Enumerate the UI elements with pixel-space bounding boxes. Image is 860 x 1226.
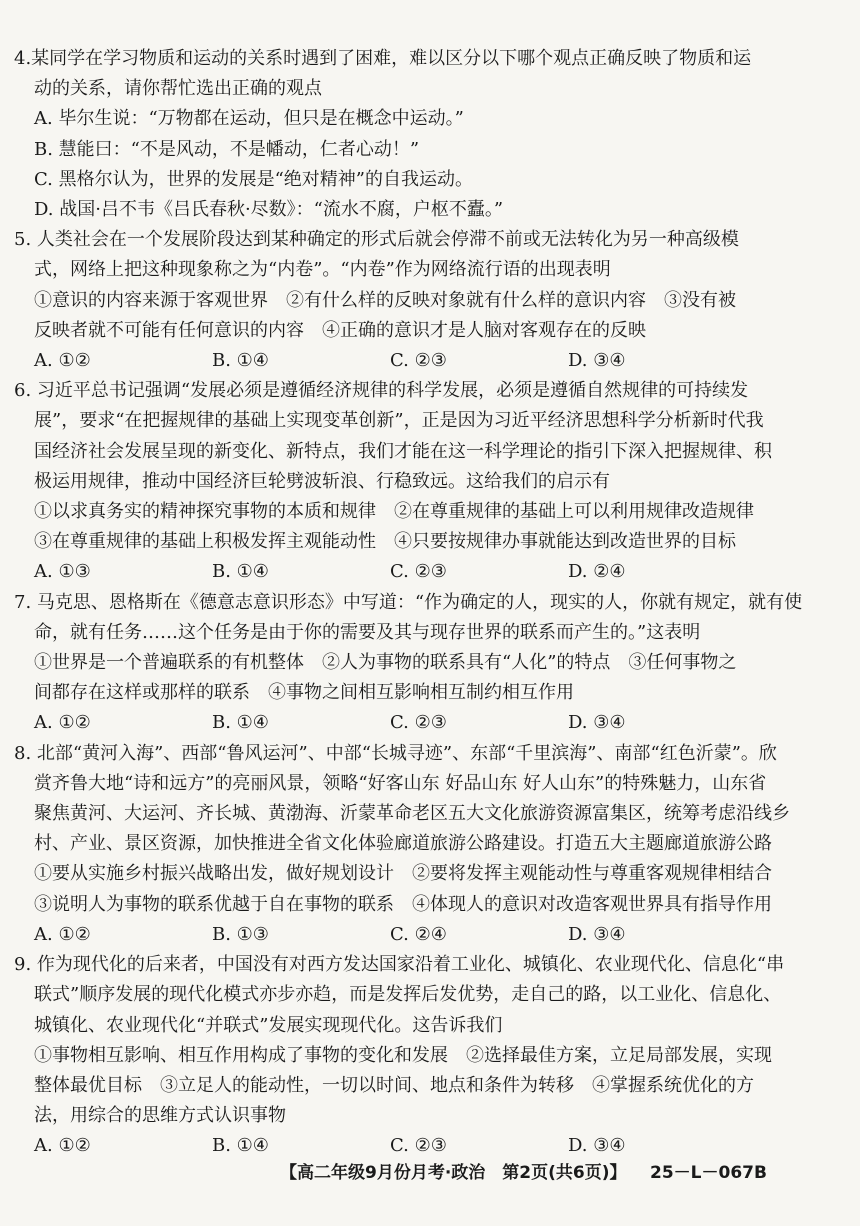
question-stem-line: 展”，要求“在把握规律的基础上实现变革创新”，正是因为习近平经济思想科学分析新时代我	[34, 410, 764, 432]
question-stem-line: 国经济社会发展呈现的新变化、新特点，我们才能在这一科学理论的指引下深入把握规律、积	[34, 440, 772, 462]
choice-d: D. ②④	[568, 561, 626, 583]
question-stem-line: 联式”顺序发展的现代化模式亦步亦趋，而是发挥后发优势，走自己的路，以工业化、信息化、	[34, 984, 782, 1006]
choice-a: A. ①②	[34, 1135, 91, 1157]
choice-b: B. ①④	[212, 350, 269, 372]
choice-a: A. ①②	[34, 923, 91, 945]
question-stem-line: 6. 习近平总书记强调“发展必须是遵循经济规律的科学发展，必须是遵循自然规律的可持续发	[14, 380, 749, 402]
question-stem-line: 聚焦黄河、大运河、齐长城、黄渤海、沂蒙革命老区五大文化旅游资源富集区，统筹考虑沿线乡	[34, 803, 790, 825]
question-stem-line: 极运用规律，推动中国经济巨轮劈波斩浪、行稳致远。这给我们的启示有	[34, 470, 610, 492]
answer-choices	[14, 1131, 774, 1161]
choice-d: D. ③④	[568, 350, 626, 372]
question-5	[14, 225, 774, 376]
question-stem-line: 8. 北部“黄河入海”、西部“鲁风运河”、中部“长城寻迹”、东部“千里滨海”、南部“红色沂蒙”。欣	[14, 742, 777, 764]
choice-d: D. ③④	[568, 712, 626, 734]
answer-choices	[14, 346, 774, 376]
question-stem-line: 4.某同学在学习物质和运动的关系时遇到了困难，难以区分以下哪个观点正确反映了物质和运	[14, 48, 752, 69]
footer-title: 【高二年级9月份月考·政治 第2页(共6页)】	[280, 1163, 627, 1183]
question-stem-line: 村、产业、景区资源，加快推进全省文化体验廊道旅游公路建设。打造五大主题廊道旅游公路	[34, 833, 772, 855]
option-a: A. 毕尔生说：“万物都在运动，但只是在概念中运动。”	[34, 108, 464, 130]
question-stem-line: 5. 人类社会在一个发展阶段达到某种确定的形式后就会停滞不前或无法转化为另一种高级模	[14, 229, 739, 251]
choice-a: A. ①②	[34, 712, 91, 734]
statement-line: ①以求真务实的精神探究事物的本质和规律 ②在尊重规律的基础上可以利用规律改造规律	[34, 501, 754, 523]
choice-b: B. ①③	[212, 923, 269, 945]
statement-line: ①世界是一个普遍联系的有机整体 ②人为事物的联系具有“人化”的特点 ③任何事物之	[34, 652, 737, 674]
choice-c: C. ②③	[390, 350, 447, 372]
statement-line: 间都存在这样或那样的联系 ④事物之间相互影响相互制约相互作用	[34, 682, 574, 704]
choice-b: B. ①④	[212, 561, 269, 583]
answer-choices	[14, 920, 774, 950]
statement-line: ③说明人为事物的联系优越于自在事物的联系 ④体现人的意识对改造客观世界具有指导作用	[34, 893, 772, 915]
statement-line: ①意识的内容来源于客观世界 ②有什么样的反映对象就有什么样的意识内容 ③没有被	[34, 289, 736, 311]
question-stem-line: 命，就有任务……这个任务是由于你的需要及其与现存世界的联系而产生的。”这表明	[34, 621, 701, 643]
question-7	[14, 588, 803, 739]
statement-line: ①要从实施乡村振兴战略出发，做好规划设计 ②要将发挥主观能动性与尊重客观规律相结合	[34, 863, 772, 885]
question-stem-line: 式，网络上把这种现象称之为“内卷”。“内卷”作为网络流行语的出现表明	[34, 259, 611, 281]
statement-line: 法，用综合的思维方式认识事物	[34, 1105, 286, 1127]
option-c: C. 黑格尔认为，世界的发展是“绝对精神”的自我运动。	[34, 168, 473, 190]
option-b: B. 慧能曰：“不是风动，不是幡动，仁者心动！”	[34, 138, 420, 160]
choice-c: C. ②③	[390, 561, 447, 583]
choice-a: A. ①③	[34, 561, 91, 583]
answer-choices	[14, 557, 774, 587]
choice-a: A. ①②	[34, 350, 91, 372]
question-stem-line: 城镇化、农业现代化“并联式”发展实现现代化。这告诉我们	[34, 1014, 503, 1036]
question-8	[14, 739, 790, 950]
question-stem-line: 7. 马克思、恩格斯在《德意志意识形态》中写道：“作为确定的人，现实的人，你就有规定，就有使	[14, 591, 803, 613]
answer-choices	[14, 708, 774, 738]
question-stem-line: 9. 作为现代化的后来者，中国没有对西方发达国家沿着工业化、城镇化、农业现代化、信息化“串	[14, 954, 785, 976]
choice-b: B. ①④	[212, 1135, 269, 1157]
choice-c: C. ②④	[390, 923, 447, 945]
question-9	[14, 950, 785, 1161]
statement-line: 整体最优目标 ③立足人的能动性，一切以时间、地点和条件为转移 ④掌握系统优化的方	[34, 1074, 754, 1096]
choice-b: B. ①④	[212, 712, 269, 734]
choice-d: D. ③④	[568, 1135, 626, 1157]
statement-line: ③在尊重规律的基础上积极发挥主观能动性 ④只要按规律办事就能达到改造世界的目标	[34, 531, 736, 553]
choice-c: C. ②③	[390, 712, 447, 734]
option-d: D. 战国·吕不韦《吕氏春秋·尽数》：“流水不腐，户枢不蠹。”	[34, 199, 504, 221]
statement-line: ①事物相互影响、相互作用构成了事物的变化和发展 ②选择最佳方案，立足局部发展，实现	[34, 1044, 772, 1066]
choice-c: C. ②③	[390, 1135, 447, 1157]
choice-d: D. ③④	[568, 923, 626, 945]
question-stem-line: 赏齐鲁大地“诗和远方”的亮丽风景，领略“好客山东 好品山东 好人山东”的特殊魅力，山东省	[34, 772, 767, 794]
question-content	[14, 44, 803, 1162]
question-4	[14, 44, 774, 225]
footer-code: 25－L－067B	[650, 1163, 767, 1183]
question-6	[14, 376, 774, 587]
statement-line: 反映者就不可能有任何意识的内容 ④正确的意识才是人脑对客观存在的反映	[34, 319, 646, 341]
question-stem-line: 动的关系，请你帮忙选出正确的观点	[34, 78, 322, 100]
